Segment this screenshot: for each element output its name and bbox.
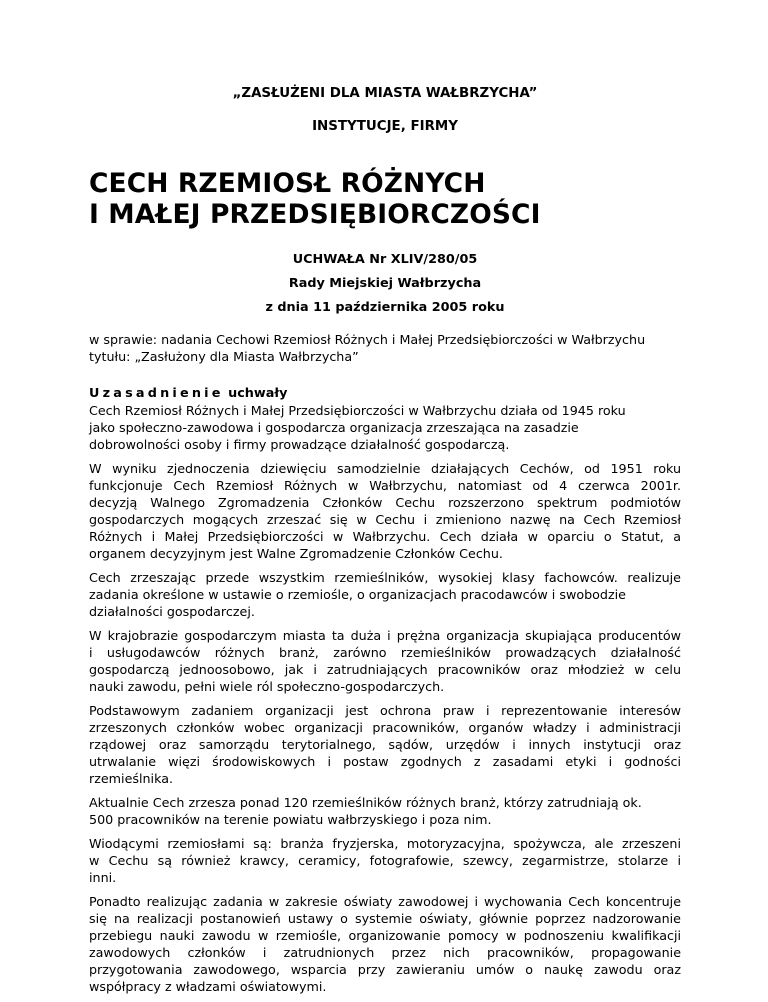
paragraph-line: Cech Rzemiosł Różnych i Małej Przedsiębiorczości w Wałbrzychu działa od 1945 roku bbox=[89, 403, 626, 418]
paragraph-line: Aktualnie Cech zrzesza ponad 120 rzemieślników różnych branż, którzy zatrudniają ok. bbox=[89, 795, 642, 810]
paragraph-line: gospodarczych mogących zrzeszać się w Cechu i zmieniono nazwę na Cech Rzemiosł bbox=[89, 512, 681, 527]
paragraph-line: Cech zrzeszając przede wszystkim rzemieślników, wysokiej klasy fachowców. realizuje bbox=[89, 570, 681, 585]
justification-paragraph bbox=[89, 835, 681, 886]
resolution-council: Rady Miejskiej Wałbrzycha bbox=[288, 276, 482, 291]
paragraph-line: rzemieślnika. bbox=[89, 771, 174, 786]
justification-paragraph bbox=[89, 702, 681, 787]
paragraph-line: zrzeszonych członków wobec organizacji pracowników, organów władzy i administracji bbox=[89, 720, 681, 735]
paragraph-line: dobrowolności osoby i firmy prowadzące działalność gospodarczą. bbox=[89, 437, 510, 452]
paragraph-line: 500 pracowników na terenie powiatu wałbrzyskiego i poza nim. bbox=[89, 812, 492, 827]
paragraph-line: W krajobrazie gospodarczym miasta ta duża i prężna organizacja skupiająca producentów bbox=[89, 628, 681, 643]
paragraph-line: rządowej oraz samorządu terytorialnego, sądów, urzędów i innych instytucji oraz bbox=[89, 737, 681, 752]
paragraph-line: funkcjonuje Cech Rzemiosł Różnych w Wałbrzychu, natomiast od 4 czerwca 2001r. bbox=[89, 478, 681, 493]
institution-title-line: CECH RZEMIOSŁ RÓŻNYCH bbox=[89, 168, 486, 199]
justification-paragraph bbox=[89, 402, 681, 453]
paragraph-line: decyzją Walnego Zgromadzenia Członków Cechu rozszerzono spektrum podmiotów bbox=[89, 495, 681, 510]
paragraph-line: przygotowania zawodowego, wsparcia przy zawieraniu umów o naukę zawodu oraz bbox=[89, 962, 681, 977]
category-title: INSTYTUCJE, FIRMY bbox=[312, 119, 458, 134]
award-title: „ZASŁUŻENI DLA MIASTA WAŁBRZYCHA” bbox=[232, 86, 538, 101]
paragraph-line: przebiegu nauki zawodu w rzemiośle, organizowanie pomocy w podnoszeniu kwalifikacji bbox=[89, 928, 681, 943]
institution-title bbox=[89, 168, 689, 230]
paragraph-line: i usługodawców różnych branż, zarówno rzemieślników prowadzących działalność bbox=[89, 645, 681, 660]
paragraph-line: Podstawowym zadaniem organizacji jest ochrona praw i reprezentowanie interesów bbox=[89, 703, 681, 718]
paragraph-line: zawodowych członków i zatrudnionych przez nich pracowników, propagowanie bbox=[89, 945, 681, 960]
paragraph-line: zadania określone w ustawie o rzemiośle, o organizacjach pracodawców i swobodzie bbox=[89, 587, 626, 602]
justification-heading-rest: uchwały bbox=[223, 386, 288, 401]
paragraph-line: inni. bbox=[89, 870, 117, 885]
justification-paragraph bbox=[89, 569, 681, 620]
justification-paragraph bbox=[89, 794, 681, 828]
paragraph-line: organem decyzyjnym jest Walne Zgromadzenie Członków Cechu. bbox=[89, 546, 503, 561]
paragraph-line: Ponadto realizując zadania w zakresie oświaty zawodowej i wychowania Cech koncentruje bbox=[89, 894, 681, 909]
paragraph-line: Różnych i Małej Przedsiębiorczości w Wałbrzychu. Cech działa w oparciu o Statut, a bbox=[89, 529, 681, 544]
paragraph-line: utrwalanie więzi środowiskowych i postaw zgodnych z zasadami etyki i godności bbox=[89, 754, 681, 769]
paragraph-line: współpracy z władzami oświatowymi. bbox=[89, 979, 327, 994]
justification-paragraph bbox=[89, 627, 681, 695]
paragraph-line: W wyniku zjednoczenia dziewięciu samodzielnie działających Cechów, od 1951 roku bbox=[89, 461, 681, 476]
paragraph-line: nauki zawodu, pełni wiele ról społeczno-gospodarczych. bbox=[89, 679, 445, 694]
subject-line: tytułu: „Zasłużony dla Miasta Wałbrzycha” bbox=[89, 349, 359, 364]
paragraph-line: w Cechu są również krawcy, ceramicy, fotografowie, szewcy, zegarmistrze, stolarze i bbox=[89, 853, 681, 868]
resolution-date: z dnia 11 października 2005 roku bbox=[265, 300, 505, 315]
paragraph-line: działalności gospodarczej. bbox=[89, 604, 255, 619]
justification-heading-spaced: Uzasadnienie bbox=[89, 386, 224, 401]
justification-paragraph bbox=[89, 460, 681, 562]
paragraph-line: się na realizacji postanowień ustawy o systemie oświaty, głównie poprzez nadzorowanie bbox=[89, 911, 681, 926]
paragraph-line: gospodarczą jednoosobowo, jak i zatrudniających pracowników oraz młodzież w celu bbox=[89, 662, 681, 677]
resolution-number: UCHWAŁA Nr XLIV/280/05 bbox=[292, 252, 478, 267]
institution-title-line: I MAŁEJ PRZEDSIĘBIORCZOŚCI bbox=[89, 199, 541, 230]
justification-body bbox=[89, 402, 681, 1002]
subject-line: w sprawie: nadania Cechowi Rzemiosł Różnych i Małej Przedsiębiorczości w Wałbrzychu bbox=[89, 332, 646, 347]
resolution-subject bbox=[89, 331, 689, 365]
paragraph-line: Wiodącymi rzemiosłami są: branża fryzjerska, motoryzacyjna, spożywcza, ale zrzeszeni bbox=[89, 836, 681, 851]
paragraph-line: jako społeczno-zawodowa i gospodarcza organizacja zrzeszająca na zasadzie bbox=[89, 420, 579, 435]
resolution-block bbox=[89, 248, 681, 320]
justification-heading bbox=[89, 385, 287, 402]
justification-paragraph bbox=[89, 893, 681, 995]
